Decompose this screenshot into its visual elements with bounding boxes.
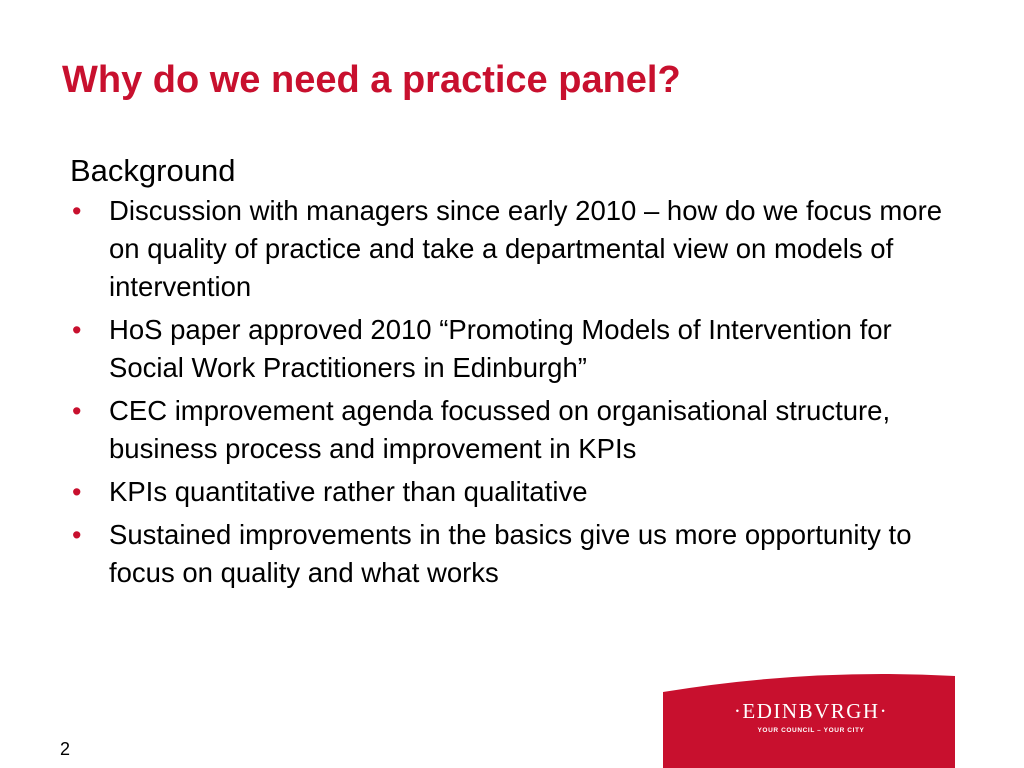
bullet-text: Discussion with managers since early 2010 – how do we focus more on quality of practice and take a departmental view on models of intervention [109, 195, 943, 302]
edinburgh-logo [663, 672, 955, 768]
bullet-icon: • [72, 477, 82, 507]
bullet-item [70, 516, 970, 592]
page-number: 2 [60, 739, 71, 759]
bullet-text: KPIs quantitative rather than qualitative [109, 476, 588, 507]
bullet-icon: • [72, 396, 82, 426]
bullet-item [70, 473, 970, 511]
logo-graphic [663, 672, 955, 768]
bullet-text: CEC improvement agenda focussed on organisational structure, business process and improvement in KPIs [109, 395, 891, 464]
bullet-text: Sustained improvements in the basics give us more opportunity to focus on quality and what works [109, 519, 912, 588]
bullet-item [70, 192, 970, 306]
bullet-item [70, 311, 970, 387]
slide-title: Why do we need a practice panel? [62, 59, 681, 101]
section-heading: Background [70, 153, 236, 188]
logo-name: ·EDINBVRGH· [733, 699, 889, 723]
bullet-text: HoS paper approved 2010 “Promoting Models of Intervention for Social Work Practitioners in Edinburgh” [109, 314, 892, 383]
bullet-item [70, 392, 970, 468]
bullet-icon: • [72, 196, 82, 226]
bullet-icon: • [72, 315, 82, 345]
bullet-icon: • [72, 520, 82, 550]
bullet-list [70, 192, 970, 592]
slide-body [70, 150, 970, 592]
logo-tagline: YOUR COUNCIL – YOUR CITY [757, 727, 865, 734]
